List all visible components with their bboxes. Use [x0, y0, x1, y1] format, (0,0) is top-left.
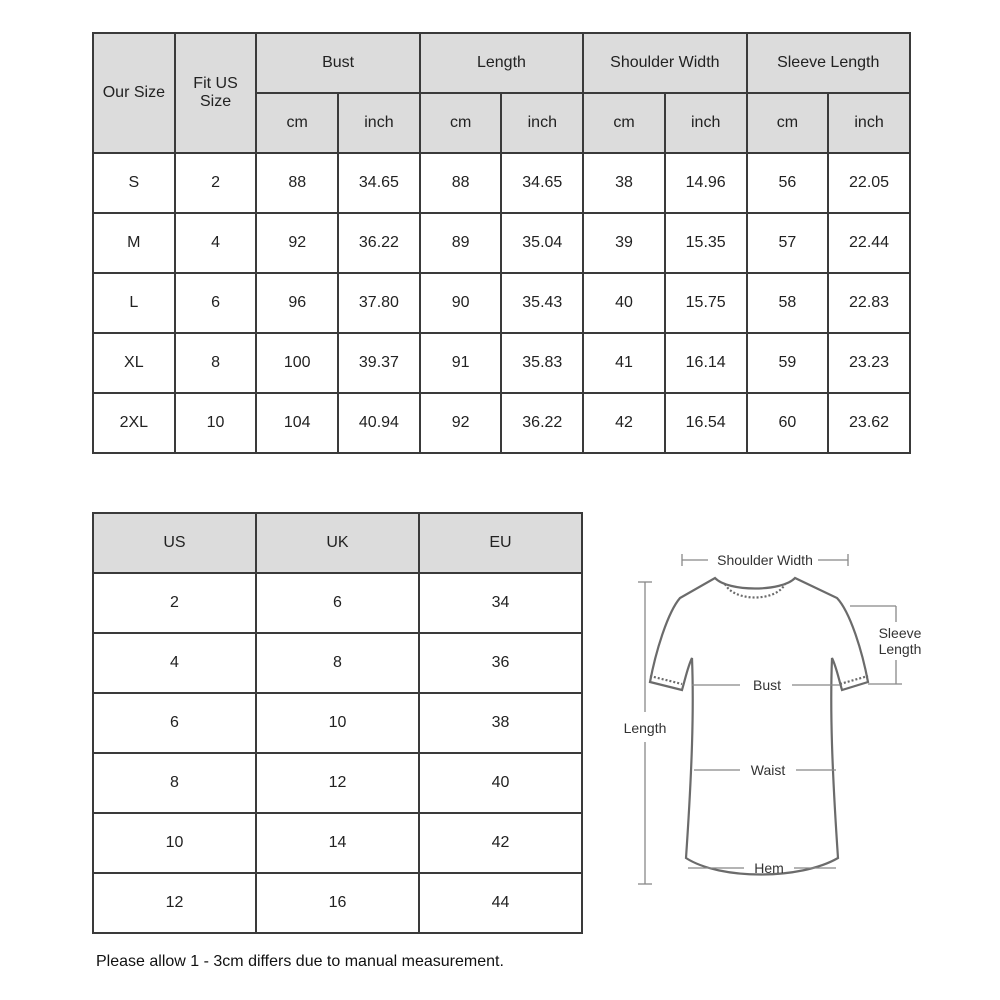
table-cell: 2XL — [93, 393, 175, 453]
table-cell: 14 — [256, 813, 419, 873]
header-length: Length — [420, 33, 583, 93]
table-cell: 38 — [583, 153, 665, 213]
table-row — [93, 873, 582, 933]
table-cell: 39.37 — [338, 333, 420, 393]
header-uk: UK — [256, 513, 419, 573]
tshirt-outline-icon — [650, 578, 868, 875]
table-cell: M — [93, 213, 175, 273]
table-cell: 8 — [256, 633, 419, 693]
size-chart-table — [92, 32, 911, 454]
table-cell: 35.83 — [501, 333, 583, 393]
table-cell: 16.54 — [665, 393, 747, 453]
table-cell: 100 — [256, 333, 338, 393]
unit-header: cm — [747, 93, 829, 153]
table-cell: 57 — [747, 213, 829, 273]
table-cell: 90 — [420, 273, 502, 333]
table-row — [93, 393, 910, 453]
table-cell: 15.75 — [665, 273, 747, 333]
table-row — [93, 693, 582, 753]
table-cell: 104 — [256, 393, 338, 453]
table-row — [93, 153, 910, 213]
table-cell: S — [93, 153, 175, 213]
table-row — [93, 633, 582, 693]
table-cell: 22.05 — [828, 153, 910, 213]
table-cell: 34.65 — [501, 153, 583, 213]
table-cell: 89 — [420, 213, 502, 273]
table-cell: XL — [93, 333, 175, 393]
table-cell: 6 — [175, 273, 257, 333]
table-row — [93, 333, 910, 393]
unit-header: cm — [420, 93, 502, 153]
unit-header: cm — [256, 93, 338, 153]
header-eu: EU — [419, 513, 582, 573]
table-cell: 44 — [419, 873, 582, 933]
sleeve-length-label-line1: Sleeve — [878, 625, 922, 641]
table-cell: 38 — [419, 693, 582, 753]
sleeve-length-label-line2: Length — [878, 641, 922, 657]
table-cell: 23.23 — [828, 333, 910, 393]
table-cell: 12 — [93, 873, 256, 933]
bust-label: Bust — [752, 677, 782, 693]
waist-label: Waist — [750, 762, 786, 778]
table-cell: L — [93, 273, 175, 333]
table-cell: 10 — [256, 693, 419, 753]
table-row — [93, 213, 910, 273]
table-row — [93, 273, 910, 333]
table-cell: 60 — [747, 393, 829, 453]
table-cell: 34 — [419, 573, 582, 633]
table-cell: 41 — [583, 333, 665, 393]
unit-header: inch — [828, 93, 910, 153]
table-cell: 2 — [93, 573, 256, 633]
shoulder-width-label: Shoulder Width — [717, 552, 813, 568]
tshirt-measurement-diagram — [600, 540, 940, 900]
table-cell: 36 — [419, 633, 582, 693]
table-row — [93, 753, 582, 813]
table-cell: 14.96 — [665, 153, 747, 213]
header-our-size: Our Size — [93, 33, 175, 153]
header-us: US — [93, 513, 256, 573]
table-cell: 8 — [175, 333, 257, 393]
table-cell: 36.22 — [501, 393, 583, 453]
header-bust: Bust — [256, 33, 419, 93]
table-cell: 96 — [256, 273, 338, 333]
table-cell: 42 — [419, 813, 582, 873]
table-cell: 88 — [420, 153, 502, 213]
table-cell: 10 — [93, 813, 256, 873]
size-conversion-table — [92, 512, 583, 934]
table-cell: 56 — [747, 153, 829, 213]
header-shoulder-width: Shoulder Width — [583, 33, 746, 93]
table-cell: 10 — [175, 393, 257, 453]
table-row — [93, 813, 582, 873]
table-cell: 22.83 — [828, 273, 910, 333]
header-sleeve-length: Sleeve Length — [747, 33, 910, 93]
table-cell: 39 — [583, 213, 665, 273]
unit-header: inch — [665, 93, 747, 153]
table-cell: 6 — [93, 693, 256, 753]
table-cell: 36.22 — [338, 213, 420, 273]
table-cell: 16.14 — [665, 333, 747, 393]
table-cell: 16 — [256, 873, 419, 933]
hem-label: Hem — [754, 860, 784, 876]
table-cell: 92 — [420, 393, 502, 453]
table-cell: 8 — [93, 753, 256, 813]
table-cell: 12 — [256, 753, 419, 813]
header-fit-us-size: Fit US Size — [175, 33, 257, 153]
table-cell: 58 — [747, 273, 829, 333]
table-cell: 40 — [419, 753, 582, 813]
unit-header: inch — [338, 93, 420, 153]
table-cell: 35.43 — [501, 273, 583, 333]
table-cell: 34.65 — [338, 153, 420, 213]
table-cell: 88 — [256, 153, 338, 213]
table-cell: 92 — [256, 213, 338, 273]
table-cell: 6 — [256, 573, 419, 633]
table-cell: 59 — [747, 333, 829, 393]
table-row — [93, 573, 582, 633]
table-cell: 22.44 — [828, 213, 910, 273]
table-cell: 91 — [420, 333, 502, 393]
table-cell: 37.80 — [338, 273, 420, 333]
measurement-footnote: Please allow 1 - 3cm differs due to manual measurement. — [96, 953, 504, 970]
table-cell: 42 — [583, 393, 665, 453]
table-cell: 40 — [583, 273, 665, 333]
table-cell: 4 — [93, 633, 256, 693]
length-label: Length — [623, 720, 667, 736]
table-cell: 2 — [175, 153, 257, 213]
table-cell: 4 — [175, 213, 257, 273]
table-cell: 15.35 — [665, 213, 747, 273]
table-cell: 23.62 — [828, 393, 910, 453]
unit-header: inch — [501, 93, 583, 153]
unit-header: cm — [583, 93, 665, 153]
table-cell: 40.94 — [338, 393, 420, 453]
table-cell: 35.04 — [501, 213, 583, 273]
